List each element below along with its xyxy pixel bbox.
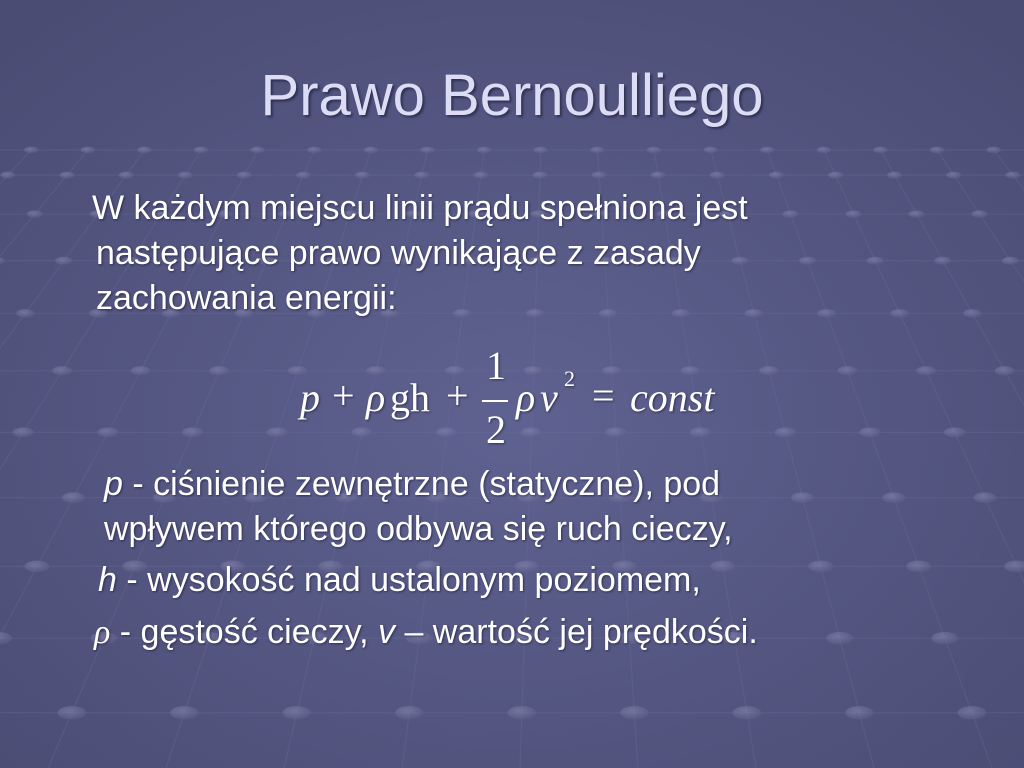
definition-h-text: - wysokość nad ustalonym poziomem,: [116, 561, 701, 599]
grid-dot: [473, 172, 488, 179]
grid-dot: [0, 172, 15, 179]
definition-p-line-2: [104, 507, 733, 552]
grid-dot: [194, 147, 208, 154]
formula-exponent: 2: [564, 366, 575, 391]
grid-dot: [973, 492, 996, 503]
grid-dot: [119, 172, 134, 179]
grid-dot: [58, 706, 87, 719]
formula-rho-2: ρ: [516, 375, 536, 420]
grid-dot: [62, 492, 85, 503]
grid-dot: [733, 706, 762, 719]
grid-dot: [1005, 172, 1020, 179]
slide-title: Prawo Bernoulliego: [260, 63, 764, 128]
grid-dot: [170, 706, 199, 719]
grid-dot: [944, 427, 966, 437]
grid-dot: [946, 172, 961, 179]
grid-dot: [934, 257, 951, 265]
grid-dot: [24, 561, 49, 573]
grid-dot: [808, 561, 833, 573]
grid-dot: [958, 706, 987, 719]
grid-dot: [97, 427, 119, 437]
grid-dot: [237, 172, 252, 179]
grid-dot: [364, 147, 378, 154]
grid-dot: [137, 147, 151, 154]
definition-p-text-2: wpływem którego odbywa się ruch cieczy,: [104, 510, 733, 548]
grid-dot: [355, 172, 370, 179]
intro-paragraph: [92, 186, 898, 321]
formula-p: p: [300, 375, 320, 420]
definition-rho-text: - gęstość cieczy,: [110, 613, 378, 651]
definition-p-dash: -: [122, 465, 154, 503]
grid-dot: [931, 632, 958, 644]
grid-dot: [27, 210, 43, 217]
grid-dot: [395, 706, 424, 719]
symbol-p: p: [104, 465, 123, 503]
formula-equals: =: [592, 373, 615, 418]
grid-dot: [55, 257, 72, 265]
intro-line-3: zachowania energii:: [96, 279, 397, 317]
symbol-rho: ρ: [94, 614, 111, 651]
symbol-h: h: [98, 561, 117, 599]
grid-dot: [987, 147, 1001, 154]
grid-dot: [590, 147, 604, 154]
formula-const: const: [630, 375, 715, 420]
grid-dot: [178, 172, 193, 179]
grid-dot: [477, 147, 491, 154]
grid-dot: [775, 427, 797, 437]
grid-dot: [1002, 257, 1019, 265]
grid-dot: [826, 632, 853, 644]
formula-numerator: 1: [486, 343, 506, 388]
grid-dot: [296, 172, 311, 179]
grid-dot: [182, 427, 204, 437]
grid-dot: [267, 427, 289, 437]
formula-plus-2: +: [446, 373, 469, 418]
grid-dot: [251, 147, 265, 154]
grid-dot: [651, 172, 666, 179]
grid-dot: [414, 172, 429, 179]
grid-dot: [791, 492, 814, 503]
grid-dot: [307, 147, 321, 154]
grid-dot: [845, 706, 874, 719]
grid-dot: [52, 366, 72, 375]
formula-gh: gh: [390, 375, 430, 420]
definition-p-text-1: ciśnienie zewnętrzne (statyczne), pod: [153, 465, 721, 503]
formula-plus-1: +: [332, 373, 355, 418]
grid-dot: [838, 366, 858, 375]
symbol-v: v: [378, 613, 395, 651]
grid-dot: [209, 366, 229, 375]
grid-dot: [828, 172, 843, 179]
grid-dot: [760, 147, 774, 154]
grid-dot: [508, 706, 537, 719]
grid-dot: [703, 147, 717, 154]
definition-rho-v: [94, 610, 758, 655]
grid-dot: [930, 147, 944, 154]
grid-dot: [909, 210, 925, 217]
grid-dot: [532, 172, 547, 179]
grid-dot: [817, 147, 831, 154]
grid-dot: [16, 309, 35, 318]
definition-v-text: – wartość jej prędkości.: [395, 613, 758, 651]
grid-dot: [710, 561, 735, 573]
definition-p-line-1: [104, 462, 720, 507]
fraction-bar: [482, 400, 508, 402]
grid-dot: [769, 172, 784, 179]
grid-dot: [283, 706, 312, 719]
intro-line-1: W każdym miejscu linii prądu spełniona jest: [92, 189, 748, 227]
grid-dot: [534, 147, 548, 154]
grid-dot: [916, 366, 936, 375]
grid-dot: [972, 210, 988, 217]
grid-dot: [873, 147, 887, 154]
grid-dot: [887, 172, 902, 179]
grid-dot: [647, 147, 661, 154]
grid-dot: [60, 172, 75, 179]
grid-dot: [24, 147, 38, 154]
grid-dot: [592, 172, 607, 179]
grid-dot: [13, 427, 35, 437]
grid-dot: [81, 147, 95, 154]
grid-dot: [620, 706, 649, 719]
grid-dot: [882, 492, 905, 503]
formula-v: v: [540, 375, 558, 420]
grid-dot: [906, 561, 931, 573]
grid-dot: [710, 172, 725, 179]
grid-dot: [963, 309, 982, 318]
grid-dot: [131, 366, 151, 375]
bernoulli-equation: [290, 340, 750, 460]
grid-dot: [759, 366, 779, 375]
formula-rho-1: ρ: [366, 375, 386, 420]
definition-h: [98, 558, 701, 603]
grid-dot: [859, 427, 881, 437]
intro-line-2: następujące prawo wynikające z zasady: [96, 234, 701, 272]
formula-denominator: 2: [486, 407, 506, 452]
grid-dot: [420, 147, 434, 154]
grid-dot: [995, 366, 1015, 375]
